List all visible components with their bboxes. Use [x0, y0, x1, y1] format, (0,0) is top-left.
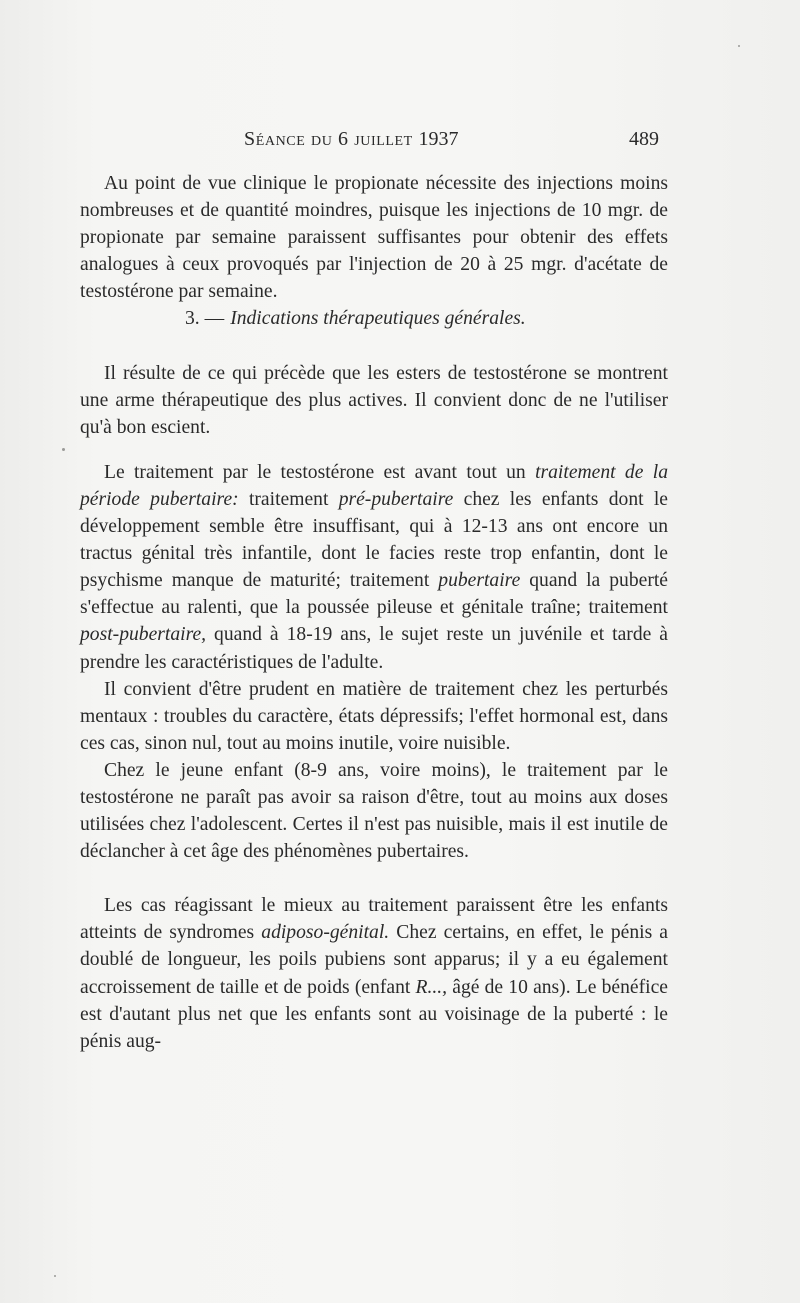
paragraph-young-child: Chez le jeune enfant (8-9 ans, voire moins), le traitement par le testostérone ne paraît pas avoir sa raison d'être, tout au moins aux doses utilisées chez l'adolescent. Certes il n'est pas nuisible, mais il est inutile de déclancher à cet âge des phénomènes pubertaires.: [80, 759, 668, 863]
paragraph-mental-disorders: Il convient d'être prudent en matière de traitement chez les perturbés mentaux : troubles du caractère, états dépressifs; l'effet hormonal est, dans ces cas, sinon nul, tout au moins inutile, voire nuisible.: [80, 678, 668, 754]
paragraph-esters: Il résulte de ce qui précède que les esters de testostérone se montrent une arme thérapeutique des plus actives. Il convient donc de ne l'utiliser qu'à bon escient.: [80, 362, 668, 438]
paper-speck: [62, 448, 65, 451]
paper-speck: [738, 45, 740, 47]
section-heading: [80, 305, 668, 332]
body-text: [80, 170, 668, 1055]
header-year: 1937: [418, 128, 459, 150]
running-title: Séance du 6 juillet 1937: [244, 128, 459, 150]
paragraph-adiposo-genital: Les cas réagissant le mieux au traitement paraissent être les enfants atteints de syndromes adiposo-génital. Chez certains, en effet, le pénis a doublé de longueur, les poils pubiens sont apparus; il y a eu également accroissement de taille et de poids (enfant R..., âgé de 10 ans). Le bénéfice est d'autant plus net que les enfants sont au voisinage de la puberté : le pénis aug-: [80, 895, 668, 1052]
page-number: 489: [629, 128, 659, 150]
section-number: 3. —: [185, 308, 225, 330]
paragraph-treatment-periods: Le traitement par le testostérone est avant tout un traitement de la période pubertaire: traitement pré-pubertaire chez les enfants dont le développement semble être insuffisant, qui à 12-13 ans ont encore un tractus génital très infantile, dont le facies reste trop enfantin, dont le psychisme manque de maturité; traitement pubertaire quand la puberté s'effectue au ralenti, que la poussée pileuse et génitale traîne; traitement post-pubertaire, quand à 18-19 ans, le sujet reste un juvénile et tarde à prendre les caractéristiques de l'adulte.: [80, 461, 668, 673]
section-title: Indications thérapeutiques générales.: [230, 308, 526, 330]
page-header: [244, 128, 659, 158]
paper-speck: [54, 1275, 56, 1277]
paragraph-propionate: Au point de vue clinique le propionate nécessite des injections moins nombreuses et de quantité moindres, puisque les injections de 10 mgr. de propionate par semaine paraissent suffisantes pour obtenir des effets analogues à ceux provoqués par l'injection de 20 à 25 mgr. d'acétate de testostérone par semaine.: [80, 173, 668, 303]
